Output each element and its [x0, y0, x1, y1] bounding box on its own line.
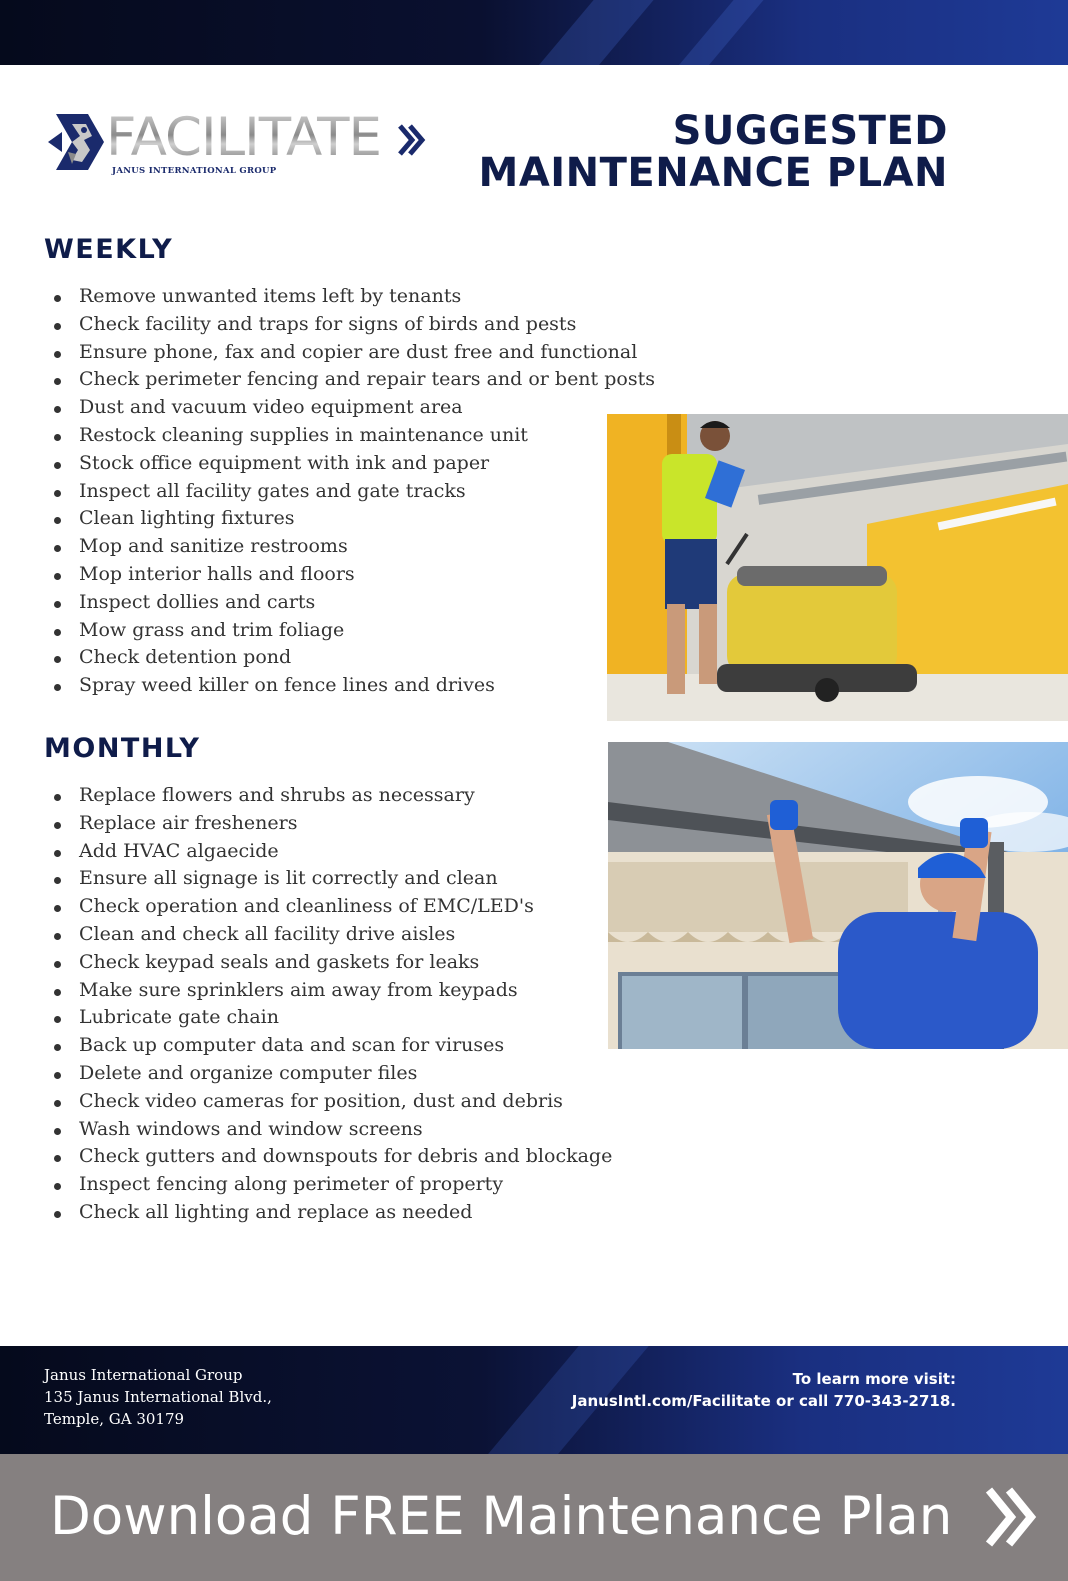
- weekly-task-item: Mop interior halls and floors: [50, 561, 655, 589]
- monthly-task-item: Replace air fresheners: [50, 810, 612, 838]
- monthly-task-item: Check gutters and downspouts for debris and blockage: [50, 1143, 612, 1171]
- download-button[interactable]: [0, 1454, 1068, 1581]
- weekly-task-item: Check perimeter fencing and repair tears and or bent posts: [50, 366, 655, 394]
- logo-wordmark: FACILITATE: [106, 107, 382, 168]
- monthly-task-item: Wash windows and window screens: [50, 1116, 612, 1144]
- weekly-task-item: Ensure phone, fax and copier are dust free and functional: [50, 339, 655, 367]
- weekly-task-item: Mow grass and trim foliage: [50, 617, 655, 645]
- monthly-task-item: Delete and organize computer files: [50, 1060, 612, 1088]
- logo-chevron-icon: [398, 122, 426, 158]
- weekly-task-item: Check detention pond: [50, 644, 655, 672]
- weekly-task-item: Dust and vacuum video equipment area: [50, 394, 655, 422]
- monthly-task-item: Ensure all signage is lit correctly and clean: [50, 865, 612, 893]
- header-band: [0, 0, 1068, 65]
- monthly-task-item: Add HVAC algaecide: [50, 838, 612, 866]
- gutter-inspection-photo: [608, 742, 1068, 1049]
- monthly-task-item: Replace flowers and shrubs as necessary: [50, 782, 612, 810]
- monthly-task-item: Make sure sprinklers aim away from keypads: [50, 977, 612, 1005]
- cta-link[interactable]: JanusIntl.com/Facilitate or call 770-343-2718.: [571, 1392, 956, 1410]
- monthly-task-item: Check video cameras for position, dust and debris: [50, 1088, 612, 1116]
- company-address: [44, 1364, 272, 1430]
- weekly-task-item: Remove unwanted items left by tenants: [50, 283, 655, 311]
- double-chevron-right-icon: [985, 1484, 1039, 1550]
- download-label: Download FREE Maintenance Plan: [50, 1486, 953, 1547]
- title-line-2: MAINTENANCE PLAN: [478, 150, 948, 196]
- monthly-task-list: [50, 782, 612, 1227]
- monthly-task-item: Lubricate gate chain: [50, 1004, 612, 1032]
- page-title: [479, 110, 948, 194]
- weekly-task-item: Inspect all facility gates and gate tracks: [50, 478, 655, 506]
- address-line-1: Janus International Group: [44, 1366, 243, 1384]
- monthly-heading: MONTHLY: [44, 733, 201, 764]
- weekly-task-item: Check facility and traps for signs of birds and pests: [50, 311, 655, 339]
- cta-line-1: To learn more visit:: [792, 1370, 956, 1388]
- address-line-3: Temple, GA 30179: [44, 1410, 185, 1428]
- weekly-task-item: Spray weed killer on fence lines and drives: [50, 672, 655, 700]
- weekly-task-item: Mop and sanitize restrooms: [50, 533, 655, 561]
- monthly-task-item: Check keypad seals and gaskets for leaks: [50, 949, 612, 977]
- facilitate-logo: [42, 106, 432, 180]
- address-line-2: 135 Janus International Blvd.,: [44, 1388, 272, 1406]
- janus-emblem-icon: [42, 106, 108, 178]
- logo-subtext: JANUS INTERNATIONAL GROUP: [112, 166, 277, 176]
- contact-cta: [572, 1368, 956, 1412]
- weekly-task-item: Restock cleaning supplies in maintenance unit: [50, 422, 655, 450]
- weekly-task-list: [50, 283, 655, 700]
- monthly-task-item: Back up computer data and scan for viruses: [50, 1032, 612, 1060]
- weekly-heading: WEEKLY: [44, 234, 174, 265]
- monthly-task-item: Inspect fencing along perimeter of property: [50, 1171, 612, 1199]
- monthly-task-item: Check operation and cleanliness of EMC/LED's: [50, 893, 612, 921]
- monthly-task-item: Clean and check all facility drive aisles: [50, 921, 612, 949]
- title-line-1: SUGGESTED: [672, 108, 948, 154]
- floor-cleaning-photo: [607, 414, 1068, 721]
- weekly-task-item: Inspect dollies and carts: [50, 589, 655, 617]
- weekly-task-item: Stock office equipment with ink and paper: [50, 450, 655, 478]
- footer-band: [0, 1346, 1068, 1454]
- weekly-task-item: Clean lighting fixtures: [50, 505, 655, 533]
- monthly-task-item: Check all lighting and replace as needed: [50, 1199, 612, 1227]
